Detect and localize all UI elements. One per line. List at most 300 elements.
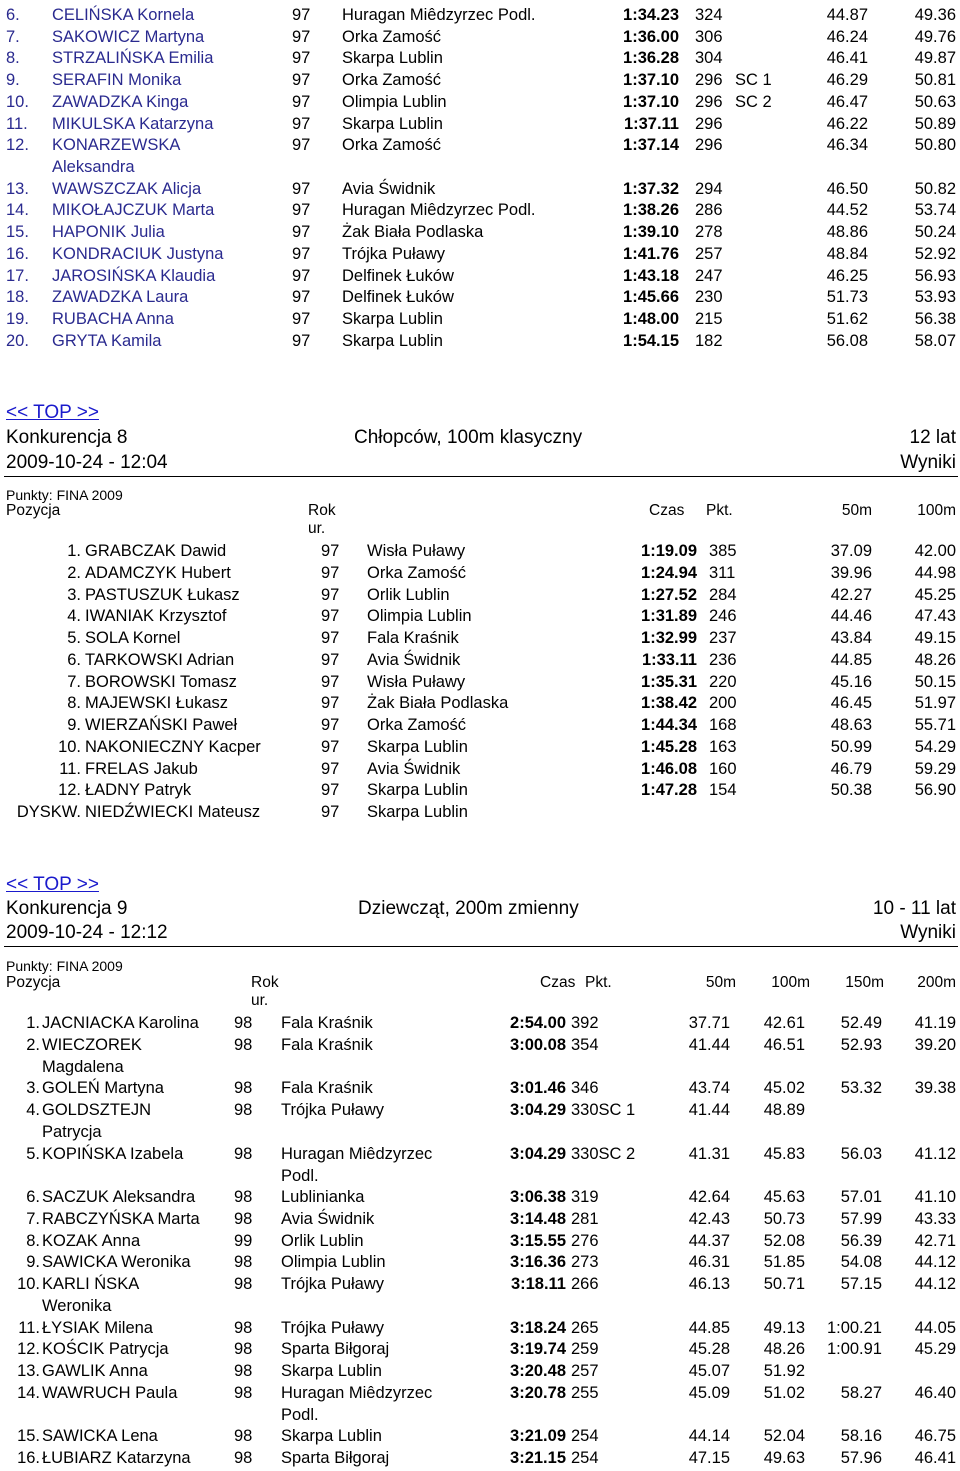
split-150m: 52.49 <box>840 1014 882 1032</box>
table-row <box>0 113 960 135</box>
club-name: Żak Biała Podlaska <box>342 223 484 242</box>
split-50m: 41.31 <box>688 1144 730 1163</box>
table-row <box>0 1360 960 1382</box>
swimmer-name: ŁADNY Patryk <box>85 781 192 800</box>
swimmer-name: KONDRACIUK Justyna <box>52 244 224 263</box>
split-200m: 46.75 <box>914 1427 956 1446</box>
swimmer-name: STRZALIŃSKA Emilia <box>52 49 214 68</box>
split-200m: 46.41 <box>914 1449 956 1467</box>
birth-year: 97 <box>321 585 340 604</box>
birth-year: 97 <box>321 607 340 626</box>
swimmer-name: PASTUSZUK Łukasz <box>85 585 240 604</box>
table-row <box>0 584 960 606</box>
club-name: Orka Zamość <box>342 136 442 155</box>
table-row <box>0 265 960 287</box>
club-name: Skarpa Lublin <box>342 331 443 350</box>
birth-year: 97 <box>292 288 311 307</box>
place: 14. <box>6 201 29 220</box>
split-50m: 50.99 <box>830 737 872 756</box>
club-name: Orlik Lublin <box>281 1231 364 1250</box>
points: 200 <box>709 694 737 713</box>
points: 247 <box>695 266 723 285</box>
split-100m: 49.87 <box>914 49 956 68</box>
swimmer-name: KOZAK Anna <box>42 1231 141 1250</box>
table-row <box>0 758 960 780</box>
swimmer-name: WAWRUCH Paula <box>42 1383 178 1402</box>
split-150m: 56.03 <box>840 1144 882 1163</box>
club-name: Fala Kraśnik <box>281 1079 373 1098</box>
place: 15. <box>6 223 29 242</box>
split-100m: 45.63 <box>763 1188 805 1206</box>
split-200m: 44.12 <box>914 1275 956 1293</box>
birth-year: 97 <box>292 309 311 328</box>
birth-year: 98 <box>234 1383 253 1402</box>
swimmer-name-continued: Weronika <box>42 1297 112 1315</box>
place: 16. <box>6 244 29 263</box>
result-time: 1:19.09 <box>641 542 697 560</box>
split-50m: 43.74 <box>688 1079 730 1098</box>
points: 330SC 1 <box>571 1101 636 1119</box>
split-200m: 46.40 <box>914 1383 956 1402</box>
split-100m: 51.97 <box>914 694 956 713</box>
birth-year: 97 <box>292 49 311 68</box>
birth-year: 98 <box>234 1014 253 1032</box>
table-row <box>0 1034 960 1076</box>
result-time: 1:33.11 <box>641 650 697 669</box>
swimmer-name-continued: Magdalena <box>42 1057 124 1076</box>
club-name: Skarpa Lublin <box>367 737 468 756</box>
swimmer-name: FRELAS Jakub <box>85 759 198 778</box>
split-100m: 45.83 <box>763 1144 805 1163</box>
result-time: 1:35.31 <box>641 672 697 691</box>
points: 246 <box>709 607 737 626</box>
points: 160 <box>709 759 737 778</box>
points: 306 <box>695 27 723 46</box>
birth-year: 97 <box>292 331 311 350</box>
split-100m: 55.71 <box>914 716 956 734</box>
club-name: Olimpia Lublin <box>342 92 447 111</box>
club-name: Orka Zamość <box>342 71 442 90</box>
result-time: 1:37.32 <box>623 179 679 198</box>
club-name: Delfinek Łuków <box>342 266 454 285</box>
result-time: 1:37.14 <box>623 136 679 155</box>
result-time: 3:20.48 <box>510 1362 566 1380</box>
club-name: Trójka Puławy <box>281 1318 385 1337</box>
split-50m: 44.37 <box>688 1231 730 1250</box>
place: 1. <box>67 542 81 560</box>
points: 284 <box>709 585 737 604</box>
table-row <box>0 736 960 758</box>
swimmer-name: KOPIŃSKA Izabela <box>42 1144 184 1163</box>
event-status: Wyniki <box>900 452 956 473</box>
place: 7. <box>6 27 20 46</box>
table-row <box>0 134 960 177</box>
birth-year: 97 <box>321 650 340 669</box>
swimmer-name: WAWSZCZAK Alicja <box>52 179 202 198</box>
result-time: 3:04.29 <box>510 1101 566 1119</box>
top-link[interactable]: << TOP >> <box>6 874 99 895</box>
result-time: 3:21.15 <box>510 1449 566 1467</box>
split-50m: 46.22 <box>826 114 868 133</box>
split-50m: 48.86 <box>826 223 868 242</box>
split-100m: 52.08 <box>763 1231 805 1250</box>
table-row <box>0 199 960 221</box>
result-time: 1:48.00 <box>623 309 679 328</box>
place: 4. <box>26 1101 40 1119</box>
birth-year: 97 <box>292 71 311 90</box>
result-time: 3:04.29 <box>510 1144 566 1163</box>
table-row <box>0 1099 960 1141</box>
col-header-50m: 50m <box>841 502 872 519</box>
split-50m: 44.87 <box>826 6 868 24</box>
birth-year: 98 <box>234 1449 253 1467</box>
place: 13. <box>6 179 29 198</box>
place: 19. <box>6 309 29 328</box>
club-name: Orka Zamość <box>342 27 442 46</box>
place: 6. <box>67 650 81 669</box>
club-name: Żak Biała Podlaska <box>367 694 509 713</box>
place: 20. <box>6 331 29 350</box>
club-name: Trójka Puławy <box>281 1101 385 1119</box>
swimmer-name: SACZUK Aleksandra <box>42 1188 196 1206</box>
birth-year: 97 <box>321 716 340 734</box>
table-row <box>0 1230 960 1252</box>
points: 257 <box>571 1362 599 1380</box>
split-100m: 45.02 <box>763 1079 805 1098</box>
split-100m: 50.82 <box>914 179 956 198</box>
birth-year: 97 <box>321 737 340 756</box>
club-name: Orlik Lublin <box>367 585 450 604</box>
club-name: Wisła Puławy <box>367 672 466 691</box>
birth-year: 97 <box>292 27 311 46</box>
table-row <box>0 243 960 265</box>
split-50m: 41.44 <box>688 1035 730 1054</box>
points: 236 <box>709 650 737 669</box>
split-50m: 51.73 <box>826 288 868 307</box>
swim-off-note: SC 2 <box>735 92 772 111</box>
split-200m: 43.33 <box>914 1209 956 1228</box>
club-name: Trójka Puławy <box>281 1275 385 1293</box>
table-row <box>0 1208 960 1230</box>
split-100m: 42.00 <box>914 542 956 560</box>
result-time: 3:21.09 <box>510 1427 566 1446</box>
birth-year: 97 <box>292 244 311 263</box>
split-150m: 57.96 <box>840 1449 882 1467</box>
points: 182 <box>695 331 723 350</box>
birth-year: 98 <box>234 1035 253 1054</box>
split-150m: 56.39 <box>840 1231 882 1250</box>
swimmer-name: GRYTA Kamila <box>52 331 162 350</box>
result-time: 1:37.10 <box>623 71 679 90</box>
birth-year: 97 <box>321 563 340 582</box>
place: 3. <box>26 1079 40 1098</box>
points: 278 <box>695 223 723 242</box>
event-description: Chłopców, 100m klasyczny <box>354 427 583 448</box>
club-name: Huragan Miêdzyrzec Podl. <box>342 201 536 220</box>
col-header-50m: 50m <box>705 974 736 991</box>
club-name: Fala Kraśnik <box>367 629 459 647</box>
table-row <box>0 1012 960 1034</box>
table-row <box>0 91 960 113</box>
result-time: 3:01.46 <box>510 1079 566 1098</box>
swimmer-name: BOROWSKI Tomasz <box>85 672 237 691</box>
result-time: 2:54.00 <box>510 1014 566 1032</box>
split-100m: 49.15 <box>914 629 956 647</box>
table-row <box>0 1251 960 1273</box>
split-100m: 50.15 <box>914 672 956 691</box>
split-150m: 1:00.21 <box>826 1318 882 1337</box>
club-name: Olimpia Lublin <box>367 607 472 626</box>
swim-off-note: SC 1 <box>735 71 772 90</box>
points: 392 <box>571 1014 599 1032</box>
club-name: Trójka Puławy <box>342 244 446 263</box>
split-200m: 44.05 <box>914 1318 956 1337</box>
col-header-position: Pozycja <box>6 502 61 519</box>
split-200m: 45.29 <box>914 1340 956 1359</box>
birth-year: 98 <box>234 1188 253 1206</box>
split-50m: 37.09 <box>830 542 872 560</box>
split-150m: 54.08 <box>840 1253 882 1272</box>
divider <box>4 476 958 477</box>
table-row <box>0 1447 960 1469</box>
birth-year: 98 <box>234 1079 253 1098</box>
top-link[interactable]: << TOP >> <box>6 402 99 423</box>
result-time: 1:36.00 <box>623 27 679 46</box>
place: 11. <box>6 114 28 133</box>
swimmer-name: SAWICKA Weronika <box>42 1253 191 1272</box>
birth-year: 97 <box>292 114 311 133</box>
split-50m: 46.45 <box>830 694 872 713</box>
birth-year: 97 <box>292 223 311 242</box>
split-50m: 44.52 <box>826 201 868 220</box>
split-50m: 41.44 <box>688 1101 730 1119</box>
place: 13. <box>17 1362 40 1380</box>
swimmer-name: KARLI ŃSKA <box>42 1275 140 1293</box>
col-header-points: Pkt. <box>706 502 733 519</box>
place: 7. <box>67 672 81 691</box>
split-100m: 48.26 <box>763 1340 805 1359</box>
place: 15. <box>17 1427 40 1446</box>
event-number: Konkurencja 8 <box>6 427 128 448</box>
club-name: Avia Świdnik <box>342 179 436 198</box>
split-50m: 42.43 <box>688 1209 730 1228</box>
split-50m: 47.15 <box>688 1449 730 1467</box>
split-150m: 57.15 <box>840 1275 882 1293</box>
place: 10. <box>17 1275 40 1293</box>
split-50m: 44.46 <box>830 607 872 626</box>
split-100m: 54.29 <box>914 737 956 756</box>
split-50m: 46.79 <box>830 759 872 778</box>
table-row <box>0 692 960 714</box>
split-50m: 46.34 <box>826 136 868 155</box>
points: 281 <box>571 1209 599 1228</box>
birth-year: 97 <box>321 672 340 691</box>
divider <box>4 946 958 947</box>
points: 324 <box>695 6 723 24</box>
split-50m: 44.14 <box>688 1427 730 1446</box>
place: 8. <box>26 1231 40 1250</box>
table-row <box>0 1077 960 1099</box>
col-header-100m: 100m <box>771 974 810 991</box>
place: 12. <box>58 781 81 800</box>
birth-year: 98 <box>234 1362 253 1380</box>
place: 8. <box>6 49 20 68</box>
result-time: 1:41.76 <box>623 244 679 263</box>
points: 296 <box>695 92 723 111</box>
club-name: Avia Świdnik <box>367 759 461 778</box>
birth-year: 97 <box>321 629 340 647</box>
swimmer-name: NAKONIECZNY Kacper <box>85 737 261 756</box>
table-row <box>0 4 960 26</box>
result-time: 3:16.36 <box>510 1253 566 1272</box>
points: 255 <box>571 1383 599 1402</box>
col-header-150m: 150m <box>845 974 884 991</box>
result-time: 1:45.66 <box>623 288 679 307</box>
club-name-continued: Podl. <box>281 1405 319 1424</box>
split-100m: 52.04 <box>763 1427 805 1446</box>
birth-year: 97 <box>292 6 311 24</box>
result-time: 1:44.34 <box>641 716 697 734</box>
split-100m: 50.80 <box>914 136 956 155</box>
swimmer-name: ADAMCZYK Hubert <box>85 563 231 582</box>
birth-year: 98 <box>234 1318 253 1337</box>
col-header-time: Czas <box>649 502 685 519</box>
split-200m: 41.12 <box>914 1144 956 1163</box>
col-header-year-suffix: ur. <box>251 992 269 1009</box>
table-row <box>0 1425 960 1447</box>
split-50m: 45.09 <box>688 1383 730 1402</box>
points: 276 <box>571 1231 599 1250</box>
table-row <box>0 779 960 801</box>
split-50m: 51.62 <box>826 309 868 328</box>
place: 10. <box>6 92 29 111</box>
swimmer-name: ŁUBIARZ Katarzyna <box>42 1449 191 1467</box>
split-150m: 1:00.91 <box>826 1340 882 1359</box>
club-name: Skarpa Lublin <box>367 781 468 800</box>
birth-year: 97 <box>321 694 340 713</box>
swimmer-name: SERAFIN Monika <box>52 71 182 90</box>
points: 254 <box>571 1449 599 1467</box>
split-100m: 53.74 <box>914 201 956 220</box>
place: 3. <box>67 585 81 604</box>
swimmer-name: GOLDSZTEJN <box>42 1101 152 1119</box>
club-name: Huragan Miêdzyrzec <box>281 1383 433 1402</box>
table-row <box>0 671 960 693</box>
split-50m: 56.08 <box>826 331 868 350</box>
result-time: 1:46.08 <box>641 759 697 778</box>
club-name: Sparta Biłgoraj <box>281 1340 390 1359</box>
swimmer-name: GOLEŃ Martyna <box>42 1079 164 1098</box>
club-name: Fala Kraśnik <box>281 1035 373 1054</box>
result-time: 1:45.28 <box>641 737 697 756</box>
club-name: Huragan Miêdzyrzec <box>281 1144 433 1163</box>
place: 6. <box>26 1188 40 1206</box>
split-50m: 37.71 <box>688 1014 730 1032</box>
place: 14. <box>17 1383 40 1402</box>
table-row <box>0 1382 960 1424</box>
place: 7. <box>26 1209 40 1228</box>
split-50m: 46.13 <box>688 1275 730 1293</box>
place: 5. <box>67 629 81 647</box>
table-row <box>0 330 960 352</box>
club-name: Sparta Biłgoraj <box>281 1449 390 1467</box>
club-name: Avia Świdnik <box>281 1209 375 1228</box>
split-100m: 50.63 <box>914 92 956 111</box>
swimmer-name: IWANIAK Krzysztof <box>85 607 227 626</box>
split-50m: 45.07 <box>688 1362 730 1380</box>
swimmer-name: HAPONIK Julia <box>52 223 165 242</box>
swimmer-name: WIECZOREK <box>42 1035 142 1054</box>
table-row <box>0 714 960 736</box>
result-time: 1:24.94 <box>641 563 697 582</box>
split-50m: 50.38 <box>830 781 872 800</box>
club-name: Avia Świdnik <box>367 650 461 669</box>
table-row <box>0 178 960 200</box>
result-time: 1:34.23 <box>623 6 679 24</box>
club-name: Skarpa Lublin <box>281 1427 382 1446</box>
points: 257 <box>695 244 723 263</box>
club-name-continued: Podl. <box>281 1166 319 1185</box>
place: 11. <box>18 1318 40 1337</box>
swimmer-name: RUBACHA Anna <box>52 309 174 328</box>
swimmer-name: SAWICKA Lena <box>42 1427 158 1446</box>
result-time: 1:27.52 <box>641 585 697 604</box>
split-150m: 53.32 <box>840 1079 882 1098</box>
swimmer-name: SAKOWICZ Martyna <box>52 27 205 46</box>
table-row <box>0 649 960 671</box>
points: 168 <box>709 716 737 734</box>
swimmer-name: MAJEWSKI Łukasz <box>85 694 229 713</box>
table-row <box>0 1186 960 1208</box>
split-100m: 51.92 <box>763 1362 805 1380</box>
club-name: Fala Kraśnik <box>281 1014 373 1032</box>
split-100m: 50.81 <box>914 71 956 90</box>
swimmer-name: MIKOŁAJCZUK Marta <box>52 201 215 220</box>
result-time: 1:36.28 <box>623 49 679 68</box>
split-50m: 45.28 <box>688 1340 730 1359</box>
split-100m: 46.51 <box>763 1035 805 1054</box>
club-name: Orka Zamość <box>367 716 467 734</box>
split-100m: 48.89 <box>763 1101 805 1119</box>
place: 9. <box>6 71 20 90</box>
points: 296 <box>695 136 723 155</box>
swimmer-name: CELIŃSKA Kornela <box>52 6 195 24</box>
club-name: Lublinianka <box>281 1188 365 1206</box>
points: 304 <box>695 49 723 68</box>
result-time: 3:19.74 <box>510 1340 566 1359</box>
club-name: Wisła Puławy <box>367 542 466 560</box>
result-time: 1:38.42 <box>641 694 697 713</box>
col-header-position: Pozycja <box>6 974 61 991</box>
club-name: Skarpa Lublin <box>367 803 468 821</box>
table-row <box>0 1317 960 1339</box>
swimmer-name: NIEDŹWIECKI Mateusz <box>85 803 261 821</box>
table-row <box>0 1273 960 1315</box>
result-time: 3:15.55 <box>510 1231 566 1250</box>
club-name: Skarpa Lublin <box>342 49 443 68</box>
split-50m: 42.64 <box>688 1188 730 1206</box>
result-time: 1:39.10 <box>623 223 679 242</box>
split-100m: 50.73 <box>763 1209 805 1228</box>
place: 18. <box>6 288 29 307</box>
split-50m: 46.47 <box>826 92 868 111</box>
split-50m: 46.24 <box>826 27 868 46</box>
result-time: 1:32.99 <box>641 629 697 647</box>
split-50m: 48.84 <box>826 244 868 263</box>
split-100m: 56.90 <box>914 781 956 800</box>
split-150m: 58.27 <box>840 1383 882 1402</box>
split-100m: 50.89 <box>914 114 956 133</box>
